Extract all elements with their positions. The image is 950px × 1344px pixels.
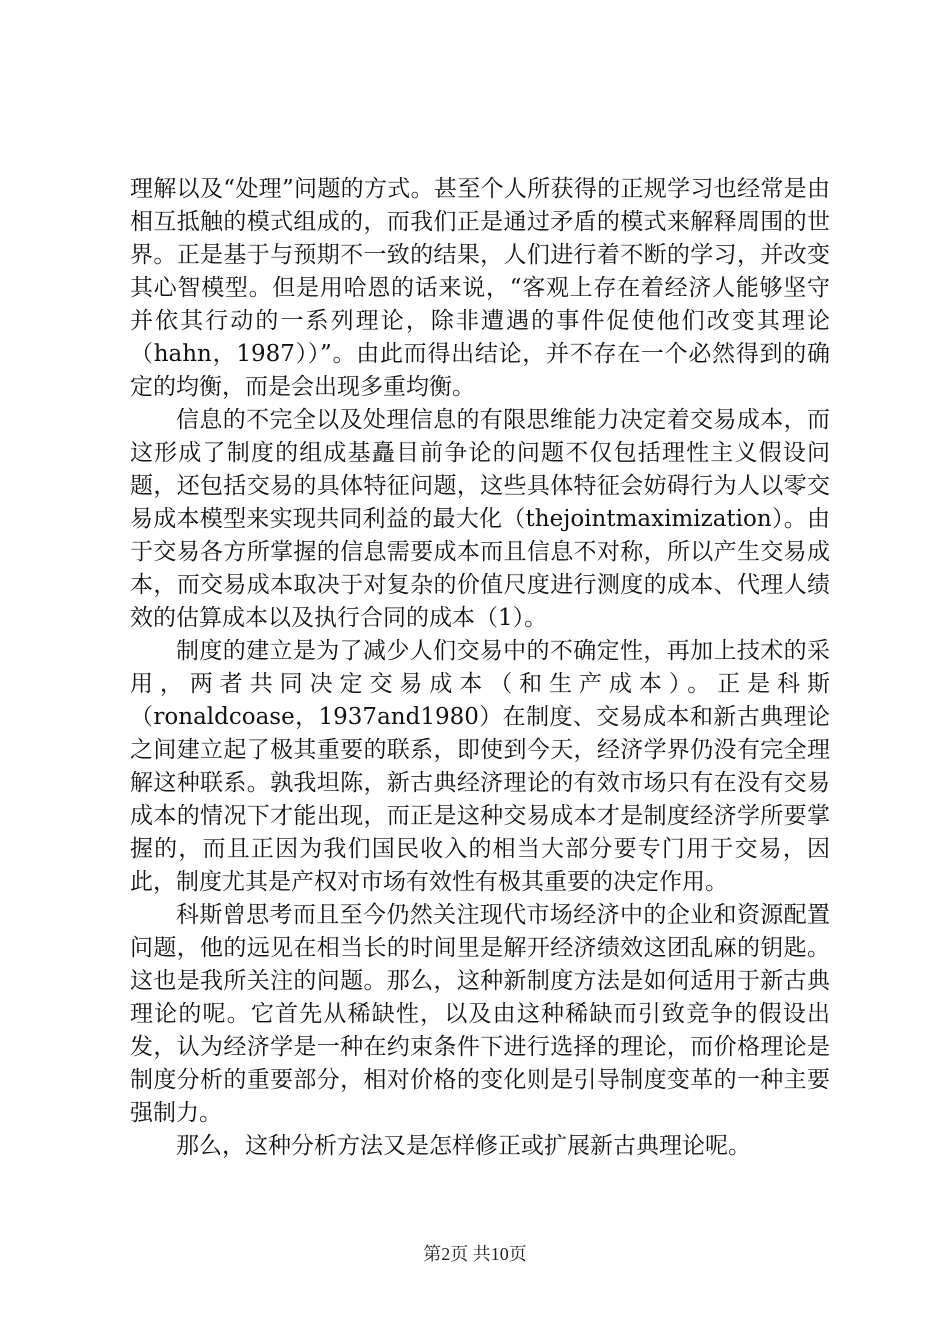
page-number: 第2页 共10页 <box>423 1244 527 1264</box>
paragraph-1: 理解以及“处理”问题的方式。甚至个人所获得的正规学习也经常是由相互抵触的模式组成的，而我们正是通过矛盾的模式来解释周围的世界。正是基于与预期不一致的结果，人们进行着不断的学习，并改变其心智模型。但是用哈恩的话来说，“客观上存在着经济人能够坚守并依其行动的一系列理论，除非遭遇的事件促使他们改变其理论（hahn，1987））”。由此而得出结论，并不存在一个必然得到的确定的均衡，而是会出现多重均衡。 <box>130 176 830 400</box>
paragraph-3: 制度的建立是为了减少人们交易中的不确定性，再加上技术的采用，两者共同决定交易成本（和生产成本）。正是科斯（ronaldcoase，1937and1980）在制度、交易成本和新古典理论之间建立起了极其重要的联系，即使到今天，经济学界仍没有完全理解这种联系。孰我坦陈，新古典经济理论的有效市场只有在没有交易成本的情况下才能出现，而正是这种交易成本才是制度经济学所要掌握的，而且正因为我们国民收入的相当大部分要专门用于交易，因此，制度尤其是产权对市场有效性有极其重要的决定作用。 <box>130 638 830 895</box>
paragraph-4: 科斯曾思考而且至今仍然关注现代市场经济中的企业和资源配置问题，他的远见在相当长的时间里是解开经济绩效这团乱麻的钥匙。这也是我所关注的问题。那么，这种新制度方法是如何适用于新古典理论的呢。它首先从稀缺性，以及由这种稀缺而引致竞争的假设出发，认为经济学是一种在约束条件下进行选择的理论，而价格理论是制度分析的重要部分，相对价格的变化则是引导制度变革的一种主要强制力。 <box>130 902 830 1126</box>
page-footer <box>0 1240 950 1266</box>
paragraph-5: 那么，这种分析方法又是怎样修正或扩展新古典理论呢。 <box>176 1133 751 1159</box>
paragraph-2: 信息的不完全以及处理信息的有限思维能力决定着交易成本，而这形成了制度的组成基矗目前争论的问题不仅包括理性主义假设问题，还包括交易的具体特征问题，这些具体特征会妨碍行为人以零交易成本模型来实现共同利益的最大化（thejointmaximization）。由于交易各方所掌握的信息需要成本而且信息不对称，所以产生交易成本，而交易成本取决于对复杂的价值尺度进行测度的成本、代理人绩效的估算成本以及执行合同的成本（1）。 <box>130 407 830 631</box>
body-text <box>130 173 830 1163</box>
